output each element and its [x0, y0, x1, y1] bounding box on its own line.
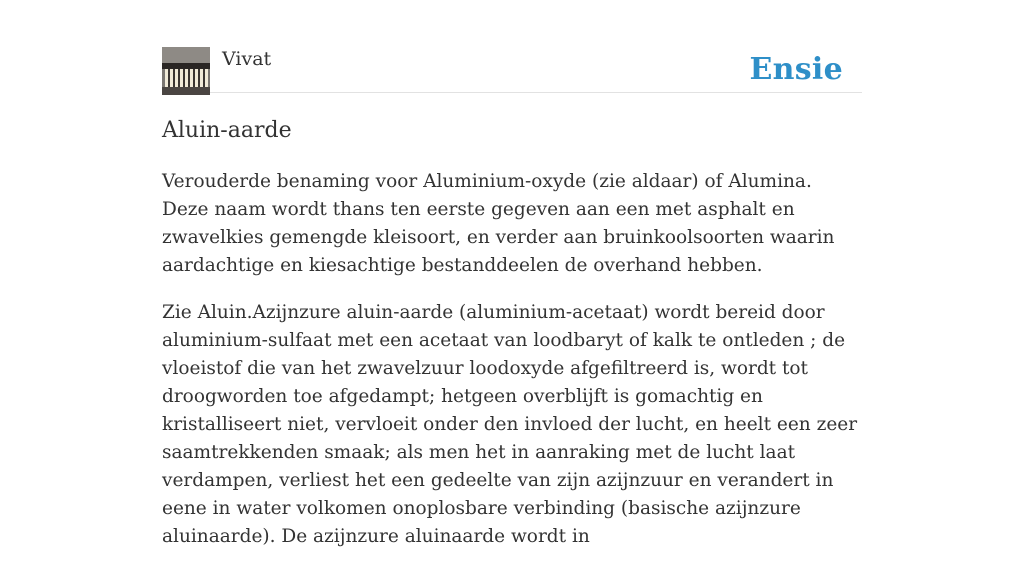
- article-body: [162, 168, 862, 570]
- author-name[interactable]: Vivat: [222, 48, 272, 70]
- brand-logo[interactable]: Ensie: [749, 52, 843, 87]
- books-avatar-icon[interactable]: [162, 47, 210, 95]
- article-paragraph: Zie Aluin.Azijnzure aluin-aarde (aluminium-acetaat) wordt bereid door aluminium-sulfaat met een acetaat van loodbaryt of kalk te ontleden ; de vloeistof die van het zwavelzuur loodoxyde afgefiltreerd is, wordt tot droogworden toe afgedampt; hetgeen overblijft is gomachtig en kristalliseert niet, vervloeit onder den invloed der lucht, en heelt een zeer saamtrekkenden smaak; als men het in aanraking met de lucht laat verdampen, verliest het een gedeelte van zijn azijnzuur en verandert in eene in water volkomen onoplosbare verbinding (basische azijnzure aluinaarde). De azijnzure aluinaarde wordt in: [162, 302, 858, 547]
- article-title: Aluin-aarde: [162, 118, 292, 143]
- article-paragraph: Verouderde benaming voor Aluminium-oxyde (zie aldaar) of Alumina. Deze naam wordt thans ten eerste gegeven aan een met asphalt en zwavelkies gemengde kleisoort, en verder aan bruinkoolsoorten waarin aardachtige en kiesachtige bestanddeelen de overhand hebben.: [162, 171, 835, 276]
- page-header: [162, 46, 862, 93]
